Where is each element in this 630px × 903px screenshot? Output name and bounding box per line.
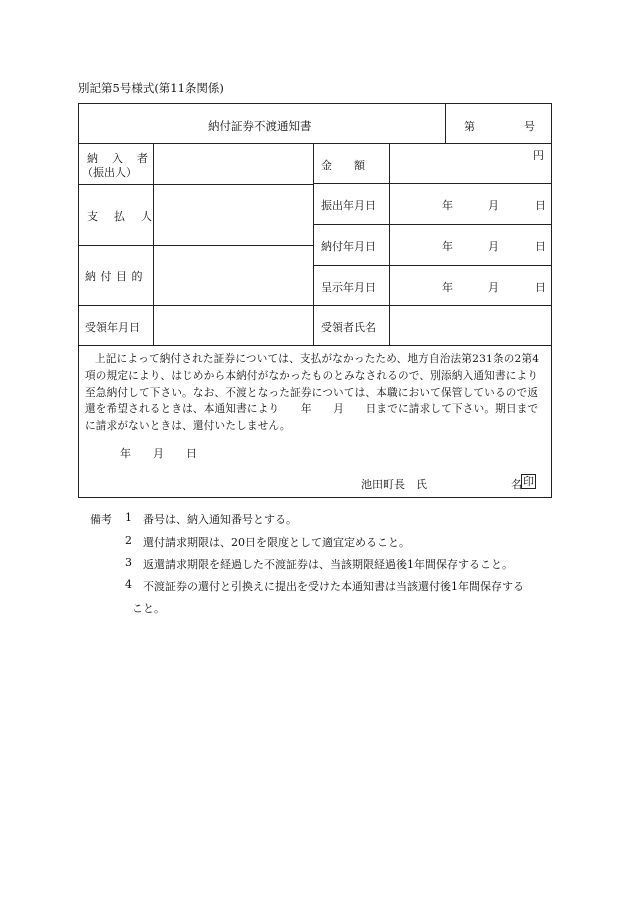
seal-char: 印 <box>523 475 534 488</box>
remark-item-3-text: 返還請求期限を経過した不渡証券は、当該期限経過後1年間保存すること。 <box>143 558 513 571</box>
payer-sub-label: （振出人） <box>82 166 137 179</box>
number-prefix: 第 <box>464 120 475 133</box>
purpose-label: 納付目的 <box>85 270 147 283</box>
payee-label: 支払人 <box>87 210 168 223</box>
mayor-name-char: 名 <box>511 478 522 491</box>
seal-mark <box>521 474 536 489</box>
remark-item-2-num: 2 <box>125 534 132 547</box>
remark-item-3-num: 3 <box>125 556 132 569</box>
presentation-date-year: 年 <box>442 281 453 294</box>
issue-date-day: 日 <box>535 199 546 212</box>
receipt-date-label: 受領年月日 <box>85 321 140 334</box>
issue-date-year: 年 <box>442 199 453 212</box>
issue-date-label: 振出年月日 <box>321 199 376 212</box>
remark-item-4-continuation: こと。 <box>132 602 165 615</box>
payment-date-year: 年 <box>442 240 453 253</box>
payer-label: 納入者 <box>87 152 162 165</box>
presentation-date-day: 日 <box>535 281 546 294</box>
notice-body-text: 上記によって納付された証券については、支払がなかったため、地方自治法第231条の2第4項の規定により、はじめから本納付がなかったものとみなされるので、別添納入通知書により至急納付して下さい。なお、不渡となった証券については、本職において保管しているので返還を希望されるときは、本通知書により 年 月 日までに請求して下さい。期日までに請求がないときは、還付いたしません。 <box>85 353 540 433</box>
payment-date-label: 納付年月日 <box>321 240 376 253</box>
issue-date-month: 月 <box>488 199 499 212</box>
number-suffix: 号 <box>524 120 535 133</box>
remark-item-1-num: 1 <box>125 511 132 524</box>
remarks-label: 備考 <box>90 513 112 526</box>
payment-date-month: 月 <box>488 240 499 253</box>
form-caption: 別記第5号様式(第11条関係) <box>78 81 224 95</box>
receiver-name-label: 受領者氏名 <box>321 321 376 334</box>
mayor-label: 池田町長 氏 <box>361 478 427 491</box>
remark-item-1-text: 番号は、納入通知番号とする。 <box>143 513 297 526</box>
remark-item-4-num: 4 <box>125 578 132 591</box>
sign-date: 年 月 日 <box>120 447 197 460</box>
payment-date-day: 日 <box>535 240 546 253</box>
presentation-date-label: 呈示年月日 <box>321 281 376 294</box>
presentation-date-month: 月 <box>488 281 499 294</box>
remark-item-2-text: 還付請求期限は、20日を限度として適宜定めること。 <box>143 536 410 549</box>
amount-unit: 円 <box>533 149 544 162</box>
form-title: 納付証券不渡通知書 <box>208 119 312 133</box>
amount-label: 金額 <box>321 159 387 172</box>
remark-item-4-text: 不渡証券の還付と引換えに提出を受けた本通知書は当該還付後1年間保存する <box>143 580 524 593</box>
